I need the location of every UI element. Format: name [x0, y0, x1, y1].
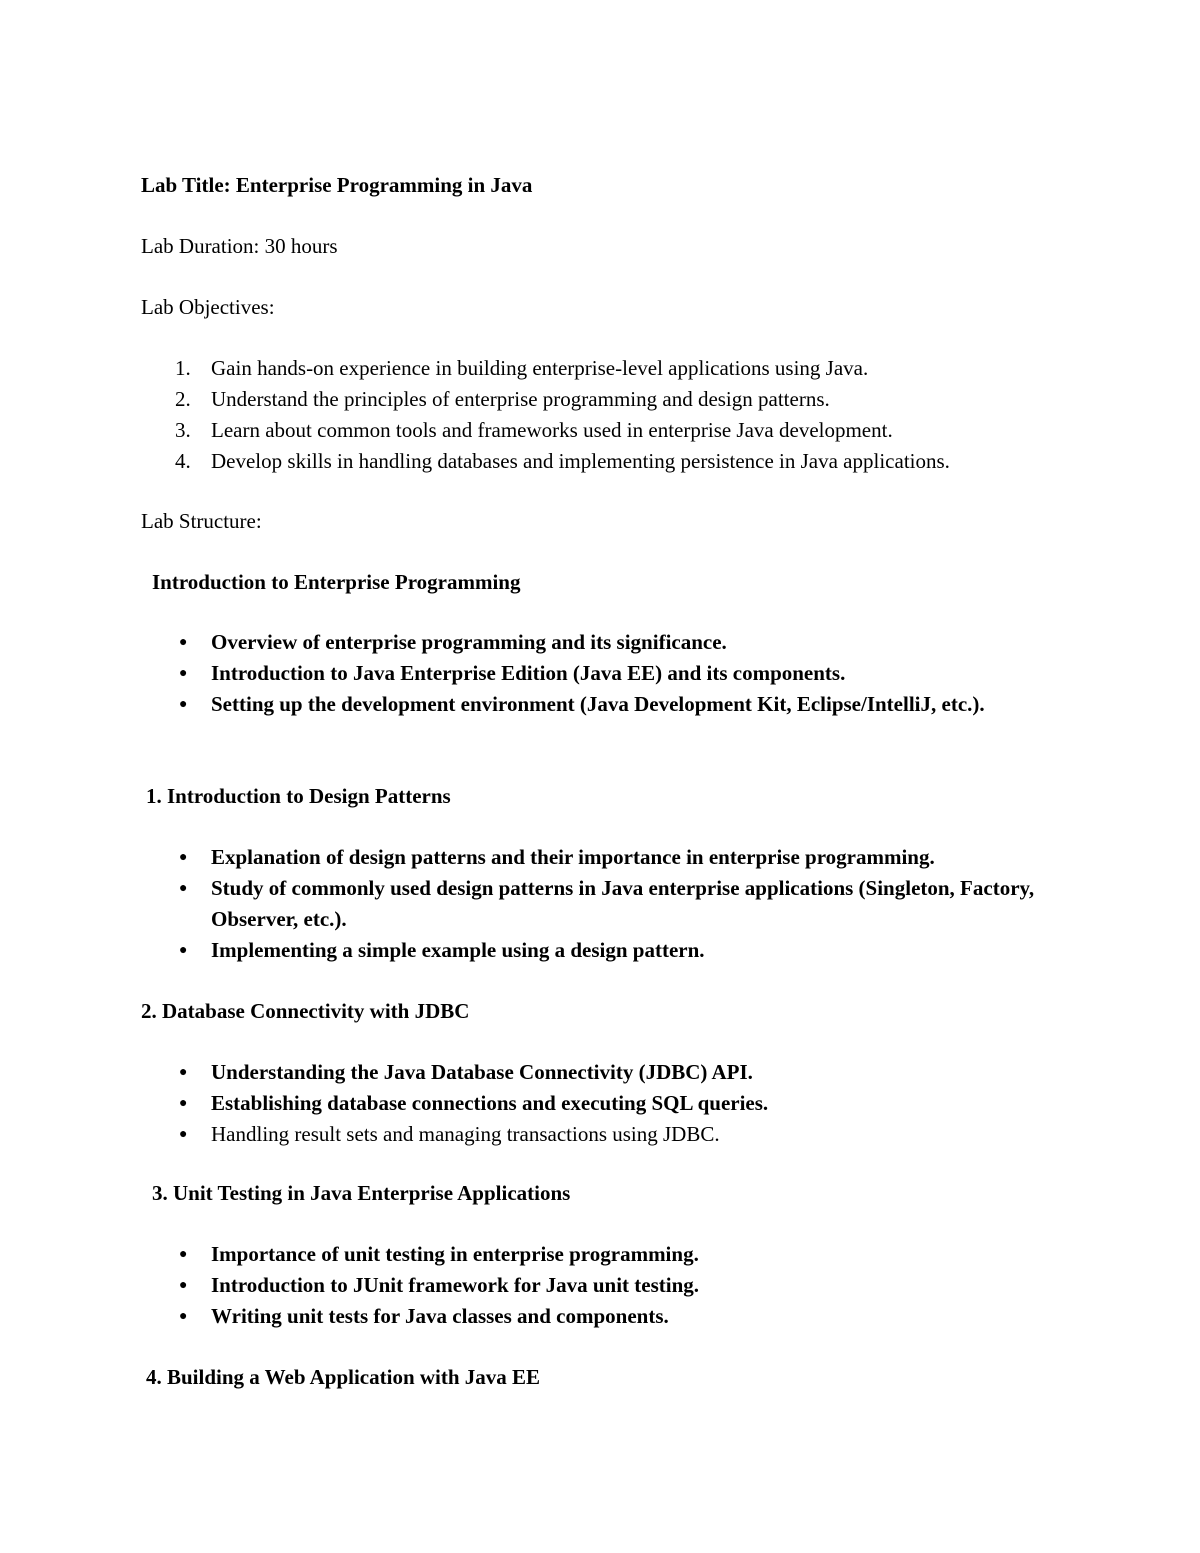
objective-number: 4. [175, 449, 191, 473]
bullet-text: Overview of enterprise programming and its significance. [211, 630, 727, 654]
section-bullet-list [141, 627, 1061, 720]
bullet-text: Explanation of design patterns and their importance in enterprise programming. [211, 845, 935, 869]
objective-text: Understand the principles of enterprise programming and design patterns. [211, 387, 830, 411]
bullet-text: Introduction to Java Enterprise Edition (Java EE) and its components. [211, 661, 846, 685]
structure-heading: Lab Structure: [141, 509, 262, 533]
objectives-list [141, 353, 950, 477]
bullet-icon: ● [179, 1065, 188, 1080]
bullet-item [141, 1088, 768, 1119]
bullet-item [141, 842, 1061, 873]
bullet-item [141, 1057, 768, 1088]
bullet-item [141, 1301, 699, 1332]
objective-number: 2. [175, 387, 191, 411]
bullet-text: Introduction to JUnit framework for Java unit testing. [211, 1273, 700, 1297]
bullet-icon: ● [179, 1127, 188, 1142]
bullet-item [141, 1270, 699, 1301]
section-heading: 4. Building a Web Application with Java EE [146, 1365, 541, 1389]
section-bullet-list [141, 842, 1061, 966]
bullet-item [141, 658, 1061, 689]
objective-text: Learn about common tools and frameworks used in enterprise Java development. [211, 418, 893, 442]
bullet-text: Understanding the Java Database Connectivity (JDBC) API. [211, 1060, 753, 1084]
bullet-icon: ● [179, 881, 188, 896]
bullet-icon: ● [179, 1096, 188, 1111]
bullet-icon: ● [179, 943, 188, 958]
bullet-item [141, 935, 1061, 966]
lab-title: Lab Title: Enterprise Programming in Java [141, 173, 533, 197]
bullet-icon: ● [179, 666, 188, 681]
bullet-icon: ● [179, 1278, 188, 1293]
bullet-item [141, 1239, 699, 1270]
bullet-text: Handling result sets and managing transactions using JDBC. [211, 1122, 720, 1146]
objective-item [141, 353, 950, 384]
objective-item [141, 384, 950, 415]
bullet-text: Importance of unit testing in enterprise programming. [211, 1242, 699, 1266]
bullet-item [141, 1119, 768, 1150]
bullet-text: Establishing database connections and executing SQL queries. [211, 1091, 769, 1115]
section-heading: 3. Unit Testing in Java Enterprise Applications [152, 1181, 571, 1205]
objective-item [141, 446, 950, 477]
objective-text: Develop skills in handling databases and implementing persistence in Java applications. [211, 449, 950, 473]
bullet-item [141, 627, 1061, 658]
bullet-icon: ● [179, 1309, 188, 1324]
section-heading: Introduction to Enterprise Programming [152, 570, 521, 594]
bullet-text: Setting up the development environment (Java Development Kit, Eclipse/IntelliJ, etc.). [211, 692, 985, 716]
bullet-item [141, 689, 1061, 720]
objective-number: 1. [175, 356, 191, 380]
objective-text: Gain hands-on experience in building enterprise-level applications using Java. [211, 356, 869, 380]
bullet-text: Writing unit tests for Java classes and components. [211, 1304, 669, 1328]
section-bullet-list [141, 1239, 699, 1332]
bullet-text: Implementing a simple example using a design pattern. [211, 938, 705, 962]
bullet-icon: ● [179, 635, 188, 650]
bullet-icon: ● [179, 1247, 188, 1262]
bullet-item [141, 873, 1061, 935]
objective-item [141, 415, 950, 446]
bullet-icon: ● [179, 697, 188, 712]
bullet-icon: ● [179, 850, 188, 865]
section-heading: 1. Introduction to Design Patterns [146, 784, 451, 808]
objective-number: 3. [175, 418, 191, 442]
lab-duration: Lab Duration: 30 hours [141, 234, 338, 258]
bullet-text: Study of commonly used design patterns in Java enterprise applications (Singleton, Factory, Observer, etc.). [211, 876, 1035, 931]
section-bullet-list [141, 1057, 768, 1150]
section-heading: 2. Database Connectivity with JDBC [141, 999, 470, 1023]
objectives-heading: Lab Objectives: [141, 295, 275, 319]
